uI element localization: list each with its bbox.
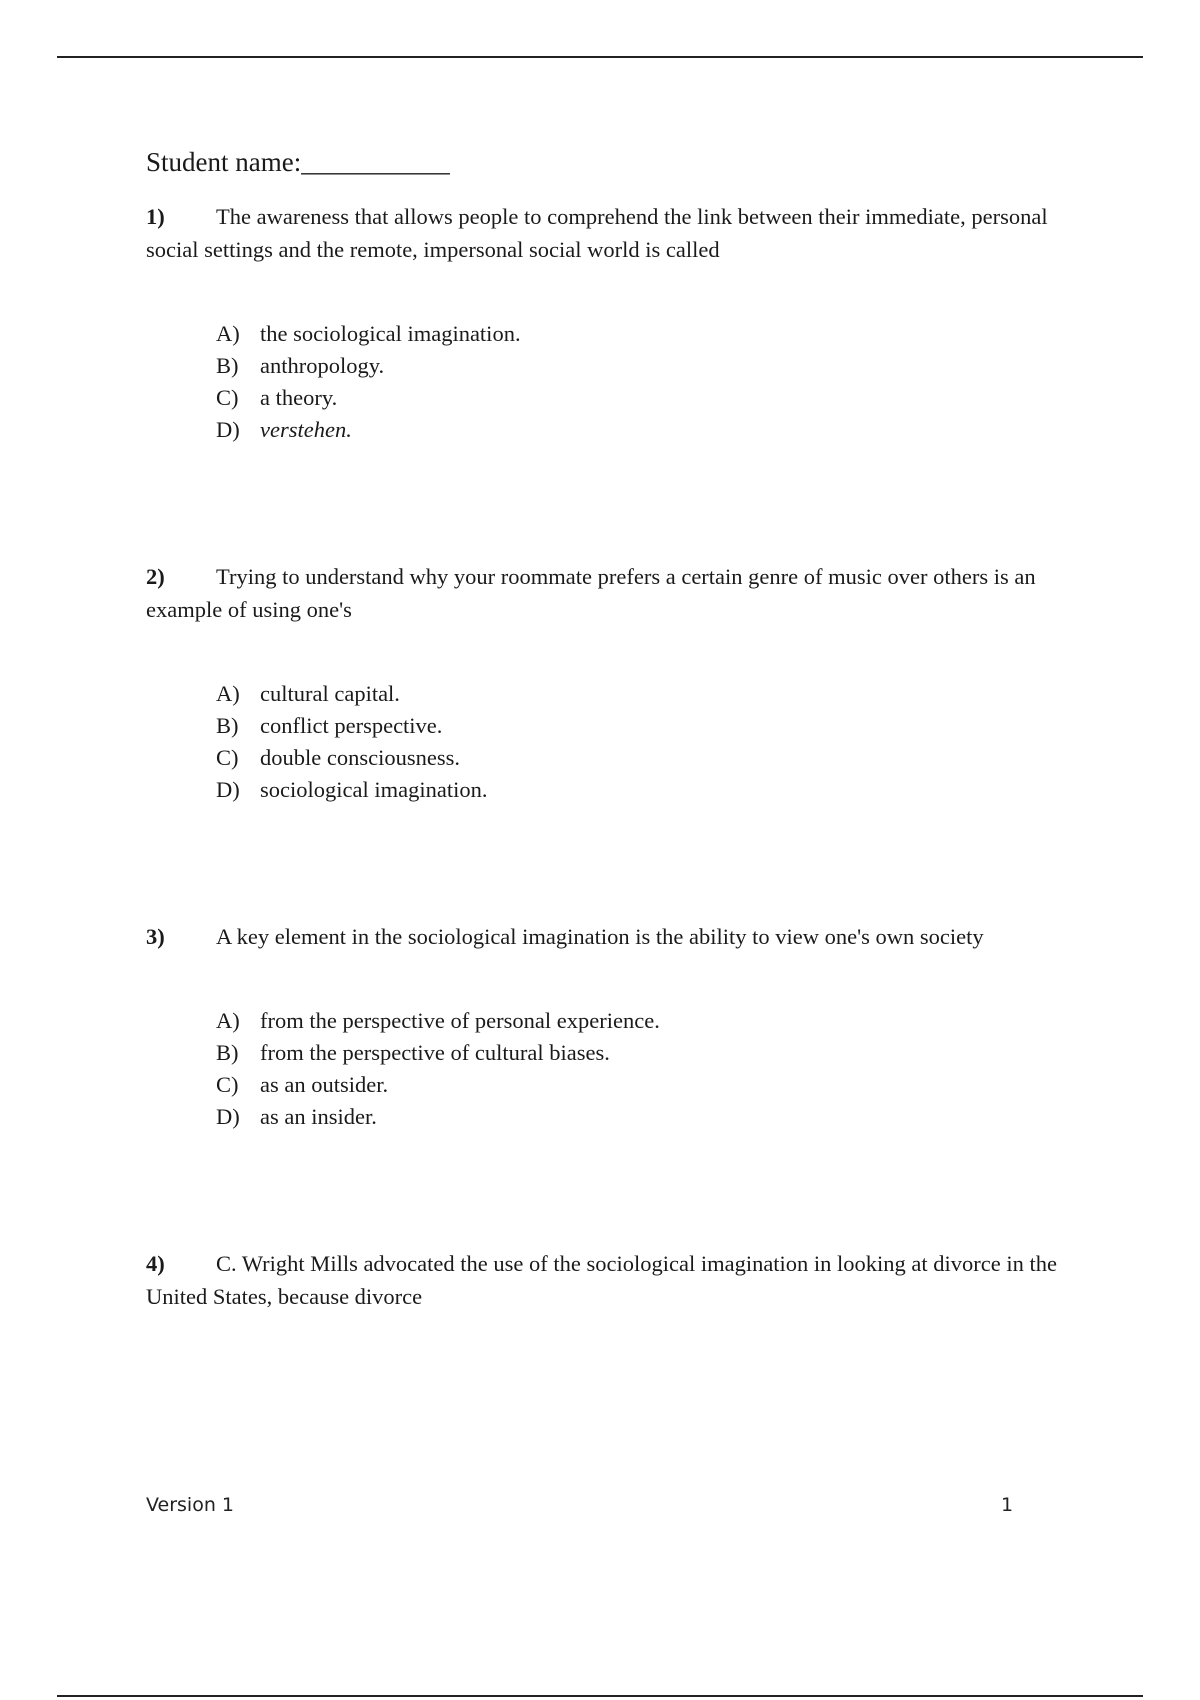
choice-text: from the perspective of personal experience. bbox=[260, 1008, 660, 1033]
choice-letter: C) bbox=[216, 385, 239, 410]
choice-letter: B) bbox=[216, 713, 239, 738]
choice-text: anthropology. bbox=[260, 353, 385, 378]
choice-letter: D) bbox=[216, 777, 240, 802]
question-2-choices bbox=[216, 678, 487, 806]
top-rule bbox=[57, 56, 1143, 58]
choice-text: as an outsider. bbox=[260, 1072, 389, 1097]
question-number: 2) bbox=[146, 564, 165, 589]
footer-page-number: 1 bbox=[1001, 1494, 1014, 1516]
question-4 bbox=[146, 1247, 1096, 1313]
choice-text: the sociological imagination. bbox=[260, 321, 521, 346]
question-3 bbox=[146, 920, 1096, 953]
choice-letter: C) bbox=[216, 745, 239, 770]
choice-b bbox=[216, 710, 487, 742]
choice-text: cultural capital. bbox=[260, 681, 400, 706]
choice-letter: B) bbox=[216, 353, 239, 378]
choice-text: a theory. bbox=[260, 385, 338, 410]
question-text: C. Wright Mills advocated the use of the sociological imagination in looking at divorce in the United States, because divorce bbox=[146, 1251, 1058, 1309]
question-2 bbox=[146, 560, 1096, 626]
choice-letter: C) bbox=[216, 1072, 239, 1097]
question-3-choices bbox=[216, 1005, 660, 1133]
footer-version: Version 1 bbox=[146, 1494, 234, 1516]
choice-letter: B) bbox=[216, 1040, 239, 1065]
question-number: 3) bbox=[146, 924, 165, 949]
student-name-label: Student name: bbox=[146, 147, 302, 177]
question-text: Trying to understand why your roommate prefers a certain genre of music over others is an example of using one's bbox=[146, 564, 1036, 622]
choice-letter: D) bbox=[216, 1104, 240, 1129]
choice-a bbox=[216, 678, 487, 710]
choice-d bbox=[216, 414, 521, 446]
choice-letter: D) bbox=[216, 417, 240, 442]
choice-c bbox=[216, 1069, 660, 1101]
question-number: 4) bbox=[146, 1251, 165, 1276]
student-name-blank: ___________ bbox=[301, 147, 450, 177]
choice-b bbox=[216, 350, 521, 382]
choice-d bbox=[216, 1101, 660, 1133]
question-number: 1) bbox=[146, 204, 165, 229]
choice-c bbox=[216, 742, 487, 774]
question-1 bbox=[146, 200, 1096, 266]
question-1-choices bbox=[216, 318, 521, 446]
choice-text: conflict perspective. bbox=[260, 713, 443, 738]
choice-text: verstehen. bbox=[260, 417, 352, 442]
choice-letter: A) bbox=[216, 1008, 240, 1033]
choice-letter: A) bbox=[216, 321, 240, 346]
choice-text: double consciousness. bbox=[260, 745, 460, 770]
choice-c bbox=[216, 382, 521, 414]
choice-d bbox=[216, 774, 487, 806]
choice-letter: A) bbox=[216, 681, 240, 706]
choice-b bbox=[216, 1037, 660, 1069]
student-name-line bbox=[146, 146, 450, 178]
bottom-rule bbox=[57, 1695, 1143, 1697]
question-text: The awareness that allows people to comprehend the link between their immediate, personal social settings and the remote, impersonal social world is called bbox=[146, 204, 1048, 262]
choice-text: as an insider. bbox=[260, 1104, 377, 1129]
choice-text: from the perspective of cultural biases. bbox=[260, 1040, 610, 1065]
question-text: A key element in the sociological imagination is the ability to view one's own society bbox=[216, 924, 984, 949]
choice-a bbox=[216, 318, 521, 350]
choice-a bbox=[216, 1005, 660, 1037]
choice-text: sociological imagination. bbox=[260, 777, 488, 802]
